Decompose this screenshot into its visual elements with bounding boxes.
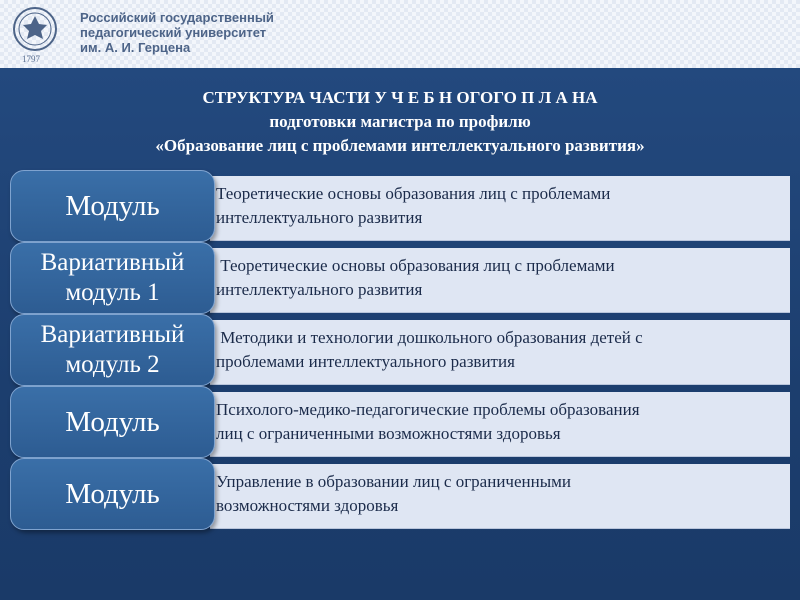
description-line: интеллектуального развития (216, 208, 423, 227)
description-line: Теоретические основы образования лиц с проблемами (216, 256, 615, 275)
university-name (80, 10, 274, 55)
title-line: «Образование лиц с проблемами интеллектуального развития» (155, 136, 645, 155)
description-line: Управление в образовании лиц с ограниченными (216, 472, 571, 491)
description-line: лиц с ограниченными возможностями здоровья (216, 424, 561, 443)
module-description (216, 398, 786, 446)
module-label-line: модуль 1 (65, 279, 160, 306)
module-description (216, 326, 786, 374)
university-logo-icon (12, 6, 58, 52)
university-name-line: педагогический университет (80, 25, 267, 40)
description-line: Теоретические основы образования лиц с проблемами (216, 184, 611, 203)
slide-title (0, 86, 800, 158)
module-label: Модуль (10, 170, 215, 242)
description-line: возможностями здоровья (216, 496, 399, 515)
university-name-line: им. А. И. Герцена (80, 40, 191, 55)
module-row (10, 314, 785, 386)
module-description (216, 254, 786, 302)
title-line: подготовки магистра по профилю (269, 112, 531, 131)
module-label (10, 314, 215, 386)
description-line: интеллектуального развития (216, 280, 423, 299)
header-banner (0, 0, 800, 68)
module-description (216, 470, 786, 518)
description-line: проблемами интеллектуального развития (216, 352, 515, 371)
module-row (10, 242, 785, 314)
module-label-line: Вариативный (40, 321, 185, 348)
module-label: Модуль (10, 386, 215, 458)
title-line: СТРУКТУРА ЧАСТИ У Ч Е Б Н ОГОГО П Л А НА (202, 88, 598, 107)
module-row (10, 170, 785, 242)
module-row (10, 458, 785, 530)
module-label: Модуль (10, 458, 215, 530)
university-name-line: Российский государственный (80, 10, 274, 25)
description-line: Психолого-медико-педагогические проблемы образования (216, 400, 640, 419)
module-label (10, 242, 215, 314)
logo-year: 1797 (22, 54, 40, 64)
module-description (216, 182, 786, 230)
module-label-line: Вариативный (40, 249, 185, 276)
module-label-line: модуль 2 (65, 351, 160, 378)
description-line: Методики и технологии дошкольного образования детей с (216, 328, 643, 347)
module-row (10, 386, 785, 458)
